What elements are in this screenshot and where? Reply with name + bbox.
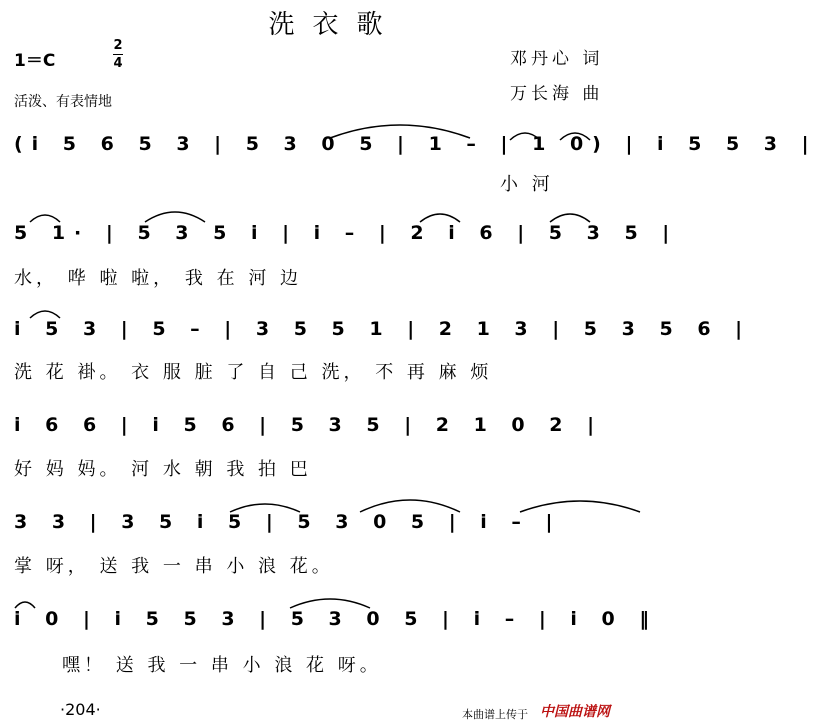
slur — [15, 602, 35, 608]
lyrics-row-4: 好 妈 妈。 河 水 朝 我 拍 巴 — [14, 459, 312, 480]
slur — [550, 214, 590, 222]
tempo-marking: 活泼、有表情地 — [14, 94, 112, 110]
slur — [330, 125, 470, 138]
source-caption: 本曲谱上传于 — [462, 708, 528, 721]
slur — [520, 501, 640, 512]
notes-row-4: i 6 6 | i 5 6 | 5 3 5 | 2 1 0 2 | — [14, 414, 604, 436]
meter-top: 2 — [113, 38, 123, 53]
lyrics-row-3: 洗 花 褂。 衣 服 脏 了 自 己 洗， 不 再 麻 烦 — [14, 362, 493, 383]
lyrics-row-6: 嘿！ 送 我 一 串 小 浪 花 呀。 — [62, 655, 382, 676]
notes-row-5: 3 3 | 3 5 i 5 | 5 3 0 5 | i – | — [14, 511, 562, 533]
meter-bottom: 4 — [113, 56, 123, 71]
slur — [145, 212, 205, 222]
notes-row-2: 5 1· | 5 3 5 i | i – | 2 i 6 | 5 3 5 | — [14, 222, 679, 244]
slur — [230, 504, 300, 512]
slur — [560, 133, 590, 140]
key-signature: 1＝C — [14, 51, 56, 71]
composer-credit: 万长海 曲 — [510, 84, 604, 104]
slur — [30, 215, 60, 222]
slur — [360, 500, 460, 512]
slur — [420, 214, 460, 222]
slur — [30, 311, 60, 318]
lyricist-credit: 邓丹心 词 — [510, 49, 604, 69]
site-logo: 中国曲谱网 — [540, 704, 610, 720]
notes-row-6: i 0 | i 5 5 3 | 5 3 0 5 | i – | i 0 ‖ — [14, 608, 658, 630]
page-number: ·204· — [60, 700, 101, 719]
lyrics-row-2: 水， 哗 啦 啦， 我 在 河 边 — [14, 268, 303, 289]
lyrics-row-1: 小 河 — [500, 174, 554, 195]
slur — [290, 599, 370, 608]
slur — [510, 133, 540, 140]
notes-row-3: i 5 3 | 5 – | 3 5 5 1 | 2 1 3 | 5 3 5 6 | — [14, 318, 752, 340]
song-title: 洗衣歌 — [268, 10, 401, 40]
notes-row-1: (i 5 6 5 3 | 5 3 0 5 | 1 – | 1 0) | i 5 5 3 | — [14, 133, 818, 155]
lyrics-row-5: 掌 呀， 送 我 一 串 小 浪 花。 — [14, 556, 334, 577]
